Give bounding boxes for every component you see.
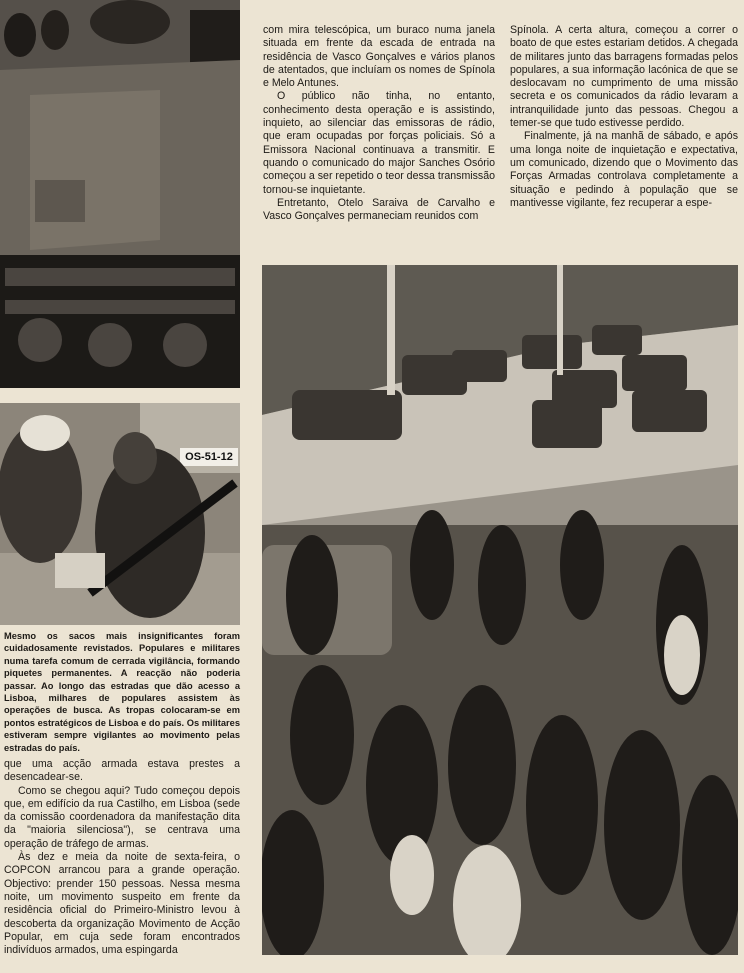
paragraph: Entretanto, Otelo Saraiva de Carvalho e Vasco Gonçalves permaneciam reunidos com — [263, 196, 495, 223]
paragraph: Finalmente, já na manhã de sábado, e após uma longa noite de inquietação e expectativa, um comunicado, dizendo que o Movimento das Forças Armadas controlava completamente a situação e pedindo à população que se mantivesse vigilante, fez recuperar a espe- — [510, 130, 738, 209]
paragraph: Às dez e meia da noite de sexta-feira, o COPCON arrancou para a grande operação. Objectivo: prender 150 pessoas. Nessa mesma noite, um movimento suspeito em frente da residência oficial do Primeiro-Ministro levou à descoberta da organização Movimento de Acção Popular, em cuja sede foram encontrados indivíduos armados, uma espingarda — [4, 851, 240, 957]
caption-text: Mesmo os sacos mais insignificantes foram cuidadosamente revistados. Populares e militares numa tarefa comum de cerrada vigilância, formando piquetes permanentes. A reacção não poderia passar. Ao longo das estradas que dão acesso a Lisboa, milhares de populares assistem às operações de busca. As tropas colocaram-se em pontos estratégicos de Lisboa e do país. Os militares estiveram sempre vigilantes ao movimento pelas estradas do país. — [4, 631, 240, 753]
paragraph: Spínola. A certa altura, começou a correr o boato de que estes estariam detidos. A chegada de militares junto das barragens formadas pelos populares, a sua informação lacónica de que se deslocavam no cumprimento de uma missão secreta e os comunicados da rádio levaram a intranquilidade junto das pessoas. Chegou a temer-se que tudo estivesse perdido. — [510, 24, 738, 130]
paragraph: com mira telescópica, um buraco numa janela situada em frente da escada de entrada na residência de Vasco Gonçalves e vários planos de atentados, que incluíam os nomes de Spínola e Melo Antunes. — [263, 24, 495, 90]
photo-caption — [4, 630, 240, 754]
paragraph: Como se chegou aqui? Tudo começou depois que, em edifício da rua Castilho, em Lisboa (sede da comissão coordenadora da manifestação dita da "maioria silenciosa"), se centrava uma operação de tráfego de armas. — [4, 784, 240, 850]
licence-plate: OS-51-12 — [185, 451, 233, 463]
photo-armored-vehicle — [0, 0, 240, 388]
article-column-bottom-left — [4, 758, 240, 957]
article-column-top-right — [510, 24, 738, 210]
article-column-top-middle — [263, 24, 495, 223]
paragraph: O público não tinha, no entanto, conhecimento desta operação e is assistindo, inquieto, ao silenciar das emissoras de rádio, que eram ocupadas por forças policiais. Só a Emissora Nacional continuava a transmitir. E quando o comunicado do major Sanches Osório começou a ser repetido o teor dessa transmissão tornou-se inquietante. — [263, 90, 496, 196]
paragraph: que uma acção armada estava prestes a desencadear-se. — [4, 758, 240, 784]
photo-bag-inspection — [0, 403, 240, 625]
photo-crowd-road — [262, 265, 738, 955]
